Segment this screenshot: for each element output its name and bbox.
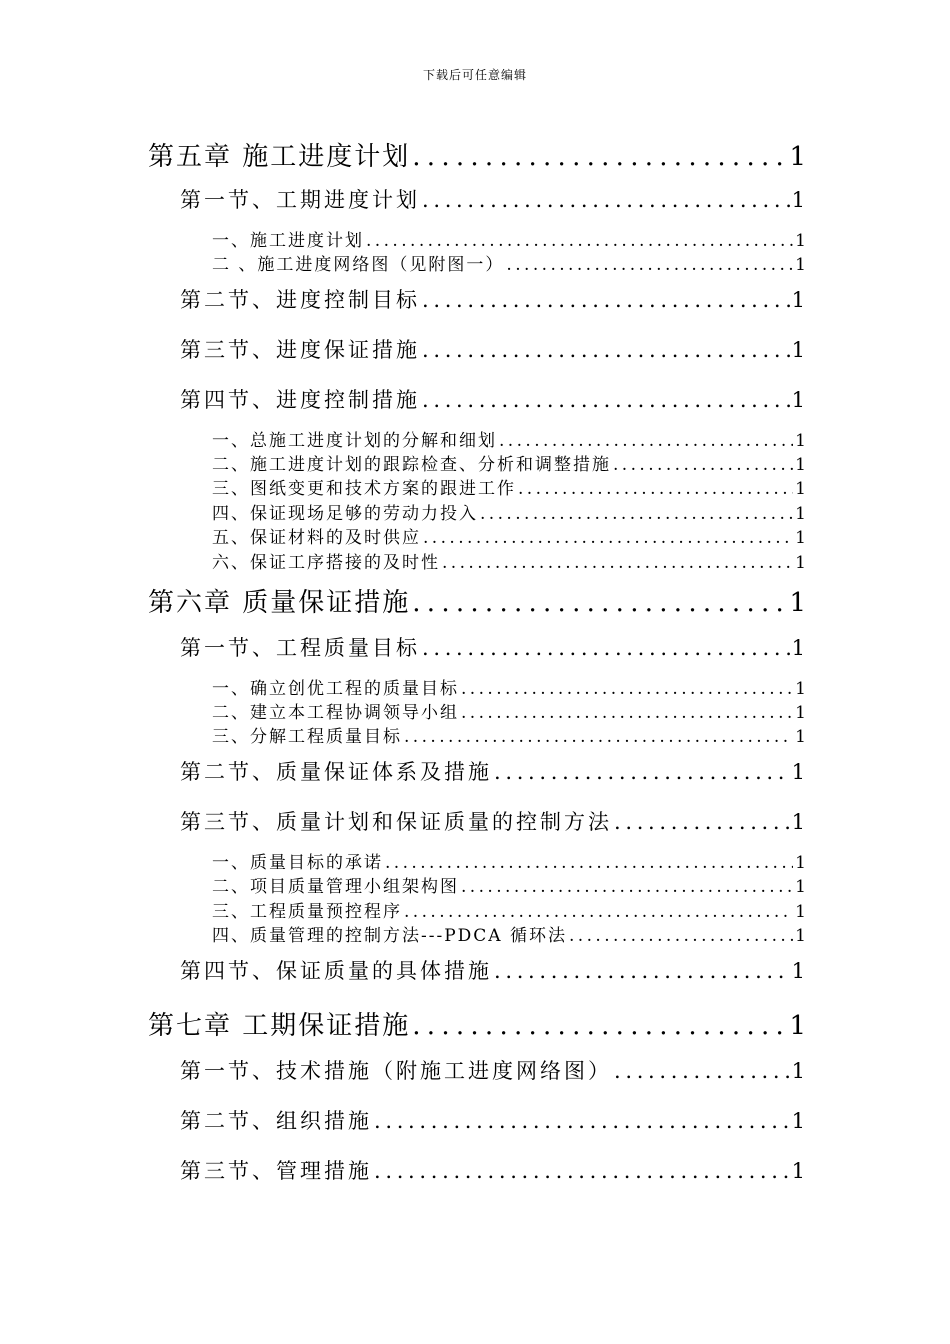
toc-leader-dots	[366, 231, 793, 248]
toc-page-number: 1	[791, 1059, 808, 1083]
toc-leader-dots	[422, 288, 790, 312]
toc-entry-title: 四、保证现场足够的劳动力投入	[212, 504, 478, 521]
toc-leader-dots	[422, 338, 790, 362]
toc-leader-dots	[461, 679, 793, 696]
toc-leader-dots	[374, 1159, 790, 1183]
toc-page-number: 1	[791, 810, 808, 834]
toc-page-number: 1	[791, 338, 808, 362]
toc-section[interactable]	[180, 806, 808, 834]
toc-leader-dots	[422, 188, 790, 212]
toc-chapter[interactable]	[148, 136, 808, 170]
toc-entry-title: 二、施工进度计划的跟踪检查、分析和调整措施	[212, 455, 611, 472]
toc-page-number: 1	[795, 528, 808, 545]
toc-leader-dots	[613, 455, 793, 472]
toc-entry-title: 第五章 施工进度计划	[148, 142, 411, 170]
toc-leader-dots	[614, 1059, 790, 1083]
toc-leader-dots	[518, 479, 793, 496]
toc-page-number: 1	[795, 553, 808, 570]
toc-entry-title: 第二节、组织措施	[180, 1109, 372, 1133]
toc-page-number: 1	[795, 853, 808, 870]
toc-leader-dots	[614, 810, 790, 834]
toc-leader-dots	[499, 431, 793, 448]
toc-entry-title: 第一节、工程质量目标	[180, 636, 420, 660]
toc-page-number: 1	[789, 142, 808, 170]
toc-section[interactable]	[180, 1155, 808, 1183]
toc-leader-dots	[461, 703, 793, 720]
toc-entry-title: 第四节、保证质量的具体措施	[180, 959, 492, 983]
toc-leader-dots	[412, 588, 787, 616]
toc-page-number: 1	[791, 288, 808, 312]
toc-entry-title: 三、分解工程质量目标	[212, 727, 402, 744]
toc-subsection[interactable]	[212, 499, 808, 521]
toc-entry-title: 二、项目质量管理小组架构图	[212, 877, 459, 894]
toc-entry-title: 第一节、技术措施（附施工进度网络图）	[180, 1059, 612, 1083]
toc-page-number: 1	[795, 255, 808, 272]
toc-leader-dots	[494, 760, 790, 784]
toc-subsection[interactable]	[212, 523, 808, 545]
toc-entry-title: 一、质量目标的承诺	[212, 853, 383, 870]
toc-entry-title: 三、图纸变更和技术方案的跟进工作	[212, 479, 516, 496]
toc-page-number: 1	[789, 588, 808, 616]
toc-section[interactable]	[180, 1055, 808, 1083]
toc-subsection[interactable]	[212, 698, 808, 720]
toc-entry-title: 第七章 工期保证措施	[148, 1011, 411, 1039]
page-header: 下载后可任意编辑	[422, 68, 527, 82]
toc-entry-title: 第六章 质量保证措施	[148, 588, 411, 616]
toc-page-number: 1	[795, 431, 808, 448]
toc-page-number: 1	[795, 479, 808, 496]
toc-leader-dots	[422, 636, 790, 660]
toc-page-number: 1	[791, 959, 808, 983]
toc-subsection[interactable]	[212, 426, 808, 448]
toc-leader-dots	[404, 902, 793, 919]
toc-page-number: 1	[795, 231, 808, 248]
toc-leader-dots	[506, 255, 793, 272]
toc-leader-dots	[480, 504, 793, 521]
toc-entry-title: 一、施工进度计划	[212, 231, 364, 248]
toc-subsection[interactable]	[212, 450, 808, 472]
toc-subsection[interactable]	[212, 897, 808, 919]
toc-leader-dots	[374, 1109, 790, 1133]
toc-section[interactable]	[180, 632, 808, 660]
toc-leader-dots	[423, 528, 793, 545]
toc-page-number: 1	[791, 1109, 808, 1133]
toc-page-number: 1	[791, 188, 808, 212]
toc-page-number: 1	[791, 388, 808, 412]
toc-entry-title: 二、建立本工程协调领导小组	[212, 703, 459, 720]
toc-entry-title: 第二节、进度控制目标	[180, 288, 420, 312]
toc-page-number: 1	[789, 1011, 808, 1039]
toc-page-number: 1	[795, 902, 808, 919]
toc-page-number: 1	[795, 679, 808, 696]
toc-entry-title: 第三节、管理措施	[180, 1159, 372, 1183]
toc-section[interactable]	[180, 384, 808, 412]
toc-page-number: 1	[795, 727, 808, 744]
toc-section[interactable]	[180, 1105, 808, 1133]
toc-entry-title: 三、工程质量预控程序	[212, 902, 402, 919]
toc-subsection[interactable]	[212, 474, 808, 496]
toc-entry-title: 第一节、工期进度计划	[180, 188, 420, 212]
toc-leader-dots	[461, 877, 793, 894]
toc-page-number: 1	[795, 504, 808, 521]
toc-entry-title: 一、确立创优工程的质量目标	[212, 679, 459, 696]
toc-entry-title: 第三节、质量计划和保证质量的控制方法	[180, 810, 612, 834]
toc-entry-title: 第四节、进度控制措施	[180, 388, 420, 412]
toc-page-number: 1	[795, 877, 808, 894]
toc-entry-title: 五、保证材料的及时供应	[212, 528, 421, 545]
toc-subsection[interactable]	[212, 548, 808, 570]
toc-page-number: 1	[791, 636, 808, 660]
toc-entry-title: 六、保证工序搭接的及时性	[212, 553, 440, 570]
toc-chapter[interactable]	[148, 1005, 808, 1039]
toc-entry-title: 四、质量管理的控制方法---PDCA 循环法	[212, 926, 567, 943]
toc-leader-dots	[442, 553, 793, 570]
toc-entry-title: 二 、施工进度网络图（见附图一）	[212, 255, 505, 272]
toc-leader-dots	[412, 1011, 787, 1039]
toc-subsection[interactable]	[212, 226, 808, 248]
toc-leader-dots	[494, 959, 790, 983]
toc-page-number: 1	[795, 703, 808, 720]
toc-subsection[interactable]	[212, 674, 808, 696]
toc-leader-dots	[404, 727, 793, 744]
toc-leader-dots	[385, 853, 793, 870]
toc-section[interactable]	[180, 334, 808, 362]
toc-page-number: 1	[795, 455, 808, 472]
toc-leader-dots	[422, 388, 790, 412]
toc-chapter[interactable]	[148, 582, 808, 616]
toc-section[interactable]	[180, 184, 808, 212]
toc-subsection[interactable]	[212, 921, 808, 943]
toc-entry-title: 第三节、进度保证措施	[180, 338, 420, 362]
toc-section[interactable]	[180, 955, 808, 983]
toc-entry-title: 第二节、质量保证体系及措施	[180, 760, 492, 784]
toc-page-number: 1	[791, 760, 808, 784]
toc-subsection[interactable]	[212, 848, 808, 870]
toc-section[interactable]	[180, 756, 808, 784]
toc-section[interactable]	[180, 284, 808, 312]
toc-leader-dots	[569, 926, 793, 943]
toc-page-number: 1	[791, 1159, 808, 1183]
toc-leader-dots	[412, 142, 787, 170]
toc-subsection[interactable]	[212, 250, 808, 272]
toc-subsection[interactable]	[212, 872, 808, 894]
toc-entry-title: 一、总施工进度计划的分解和细划	[212, 431, 497, 448]
toc-page-number: 1	[795, 926, 808, 943]
toc-subsection[interactable]	[212, 722, 808, 744]
